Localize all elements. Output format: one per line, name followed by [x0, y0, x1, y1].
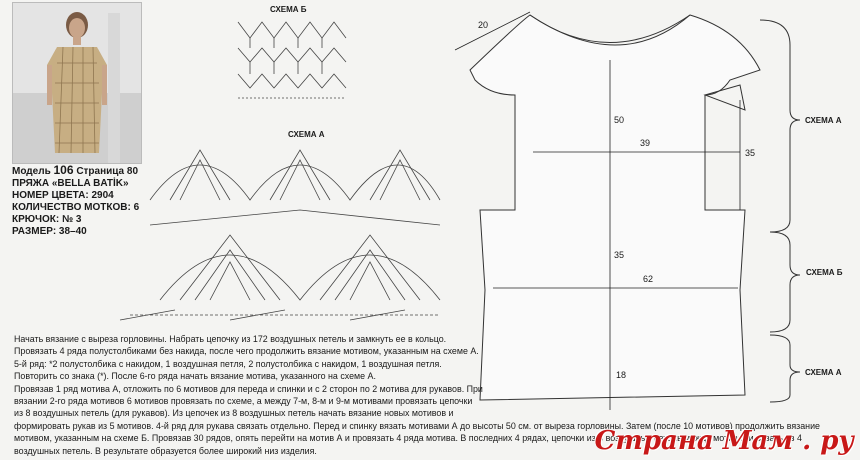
measure-35-right: 35 [745, 148, 756, 158]
color-number: НОМЕР ЦВЕТА: 2904 [12, 190, 114, 201]
measure-39: 39 [640, 138, 651, 148]
measure-35-center: 35 [614, 250, 625, 260]
skein-count: КОЛИЧЕСТВО МОТКОВ: 6 [12, 202, 140, 213]
measure-62: 62 [643, 274, 654, 284]
schema-b-title: СХЕМА Б [270, 5, 307, 14]
instruction-line: Начать вязание с выреза горловины. Набрать цепочку из 172 воздушных петель и замкнуть ее в кольцо. [14, 334, 447, 344]
side-label-schema-a-top: СХЕМА А [805, 116, 842, 125]
page-label: Страница [76, 166, 125, 177]
schema-a-title: СХЕМА А [288, 130, 325, 139]
garment-size: РАЗМЕР: 38–40 [12, 226, 87, 237]
measure-50: 50 [614, 115, 625, 125]
instruction-line: воздушных петель. В результате образуется более широкий низ изделия. [14, 445, 317, 456]
side-label-schema-b: СХЕМА Б [806, 268, 843, 277]
instruction-line: мотивом, указанным на схеме Б. Провязав 30 рядов, опять перейти на мотив А и провязать 4 ряда мотива. В последних 4 рядах, цепочки из 3 воздушных петель между мотивами вязать из 4 [14, 433, 802, 444]
instruction-line: Провязав 1 ряд мотива А, отложить по 6 мотивов для переда и спинки и с 2 сторон по 2 мотива для рукавов. При [14, 383, 483, 394]
page-number: 80 [126, 166, 139, 177]
schema-a-diagram [120, 150, 440, 320]
schema-b-diagram [235, 15, 346, 110]
yarn-name: ПРЯЖА «BELLA BATİK» [12, 178, 129, 189]
model-number: 106 [53, 163, 74, 177]
instruction-line: Провязать 4 ряда полустолбиками без накида, после чего продолжить вязание мотивом, указанным на схеме А. [14, 346, 479, 357]
instruction-line: Повторить со знака (*). После 6-го ряда начать вязание мотива, указанного на схеме А. [14, 371, 376, 382]
measure-20: 20 [478, 20, 489, 30]
measure-18: 18 [616, 370, 627, 380]
site-watermark: Страна Мам . ру [594, 426, 854, 456]
hook-size: КРЮЧОК: № 3 [12, 214, 82, 225]
instruction-line: формировать рукав из 5 мотивов. 4-й ряд для рукава связать отдельно. Перед и спинку вязать мотивами А до высоты 50 см. от выреза горловины. Затем (после 10 мотивов) продолжить вязание [14, 420, 820, 431]
instruction-line: из 8 воздушных петель (для рукавов). Из цепочек из 8 воздушных петель начать вязание новых мотивов и [14, 408, 454, 419]
instruction-line: вязании 2-го ряда мотивов 6 мотивов провязать по схеме, а между 7-м, 8-м и 9-м мотивами провязать цепочки [14, 396, 473, 407]
side-label-schema-a-bottom: СХЕМА А [805, 368, 842, 377]
model-label: Модель [12, 166, 51, 177]
instruction-line: 5-й ряд: *2 полустолбика с накидом, 1 воздушная петля, 2 полустолбика с накидом, 1 воздушная петля. [14, 358, 442, 369]
